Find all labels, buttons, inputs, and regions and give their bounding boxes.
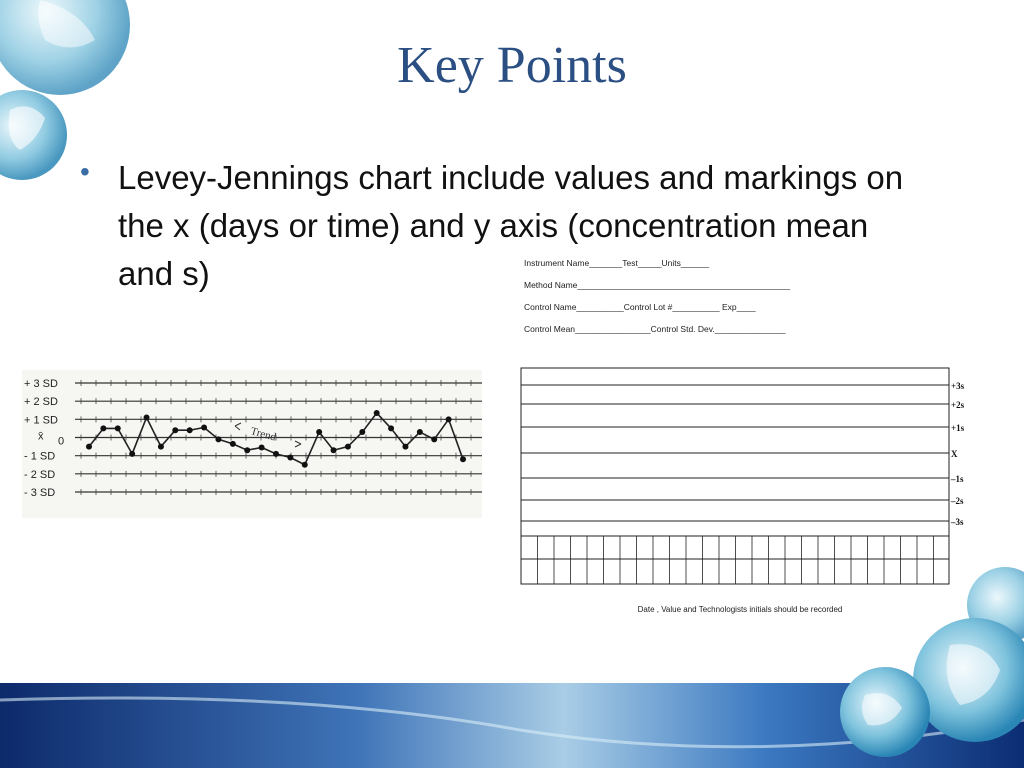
sd-label: 0 — [58, 435, 65, 448]
data-point — [287, 454, 293, 460]
slide-title: Key Points — [397, 37, 627, 94]
data-point — [273, 451, 279, 457]
data-point — [345, 444, 351, 450]
limit-label: –3s — [951, 517, 964, 527]
blank-control-chart — [521, 368, 965, 584]
sd-label: - 3 SD — [24, 487, 56, 499]
form-control-name-line: Control Name__________Control Lot #__________ Exp____ — [524, 302, 756, 312]
data-point — [187, 427, 193, 433]
limit-label: X — [951, 449, 958, 459]
form-method-line: Method Name_____________________________________________ — [524, 280, 791, 290]
sd-label: + 3 SD — [24, 378, 58, 390]
bullet-item: Levey-Jennings chart include values and markings on the x (days or time) and y axis (concentration mean and s) — [118, 159, 904, 292]
data-point — [129, 451, 135, 457]
sd-label: x̄ — [38, 430, 44, 443]
sd-label: - 2 SD — [24, 468, 56, 481]
sd-label: + 1 SD — [24, 414, 58, 427]
chart2-frame — [521, 368, 949, 584]
data-point — [144, 415, 150, 421]
form-control-mean-line: Control Mean________________Control Std. Dev._______________ — [524, 324, 786, 334]
chart-footnote: Date , Value and Technologists initials should be recorded — [637, 605, 843, 614]
data-point — [374, 410, 380, 416]
sd-label: + 2 SD — [24, 396, 58, 409]
sd-label: - 1 SD — [24, 450, 56, 463]
data-point — [158, 444, 164, 450]
data-point — [244, 447, 250, 453]
data-point — [115, 425, 121, 431]
levey-jennings-chart — [22, 370, 482, 518]
limit-label: +2s — [951, 400, 965, 410]
data-point — [86, 444, 92, 450]
data-point — [331, 447, 337, 453]
data-point — [172, 427, 178, 433]
data-point — [259, 444, 265, 450]
data-point — [388, 425, 394, 431]
data-point — [460, 456, 466, 462]
limit-label: +3s — [951, 381, 965, 391]
limit-label: –2s — [951, 496, 964, 506]
data-point — [417, 429, 423, 435]
data-point — [215, 436, 221, 442]
data-point — [100, 425, 106, 431]
data-point — [446, 416, 452, 422]
form-instrument-line: Instrument Name_______Test_____Units______ — [524, 258, 710, 268]
data-point — [230, 441, 236, 447]
bullet-dot-icon: • — [80, 156, 90, 187]
data-point — [302, 462, 308, 468]
data-point — [316, 429, 322, 435]
data-point — [201, 425, 207, 431]
data-point — [359, 429, 365, 435]
data-point — [402, 444, 408, 450]
trend-annotation: Trend — [249, 425, 278, 444]
data-point — [431, 436, 437, 442]
limit-label: –1s — [951, 474, 964, 484]
limit-label: +1s — [951, 423, 965, 433]
